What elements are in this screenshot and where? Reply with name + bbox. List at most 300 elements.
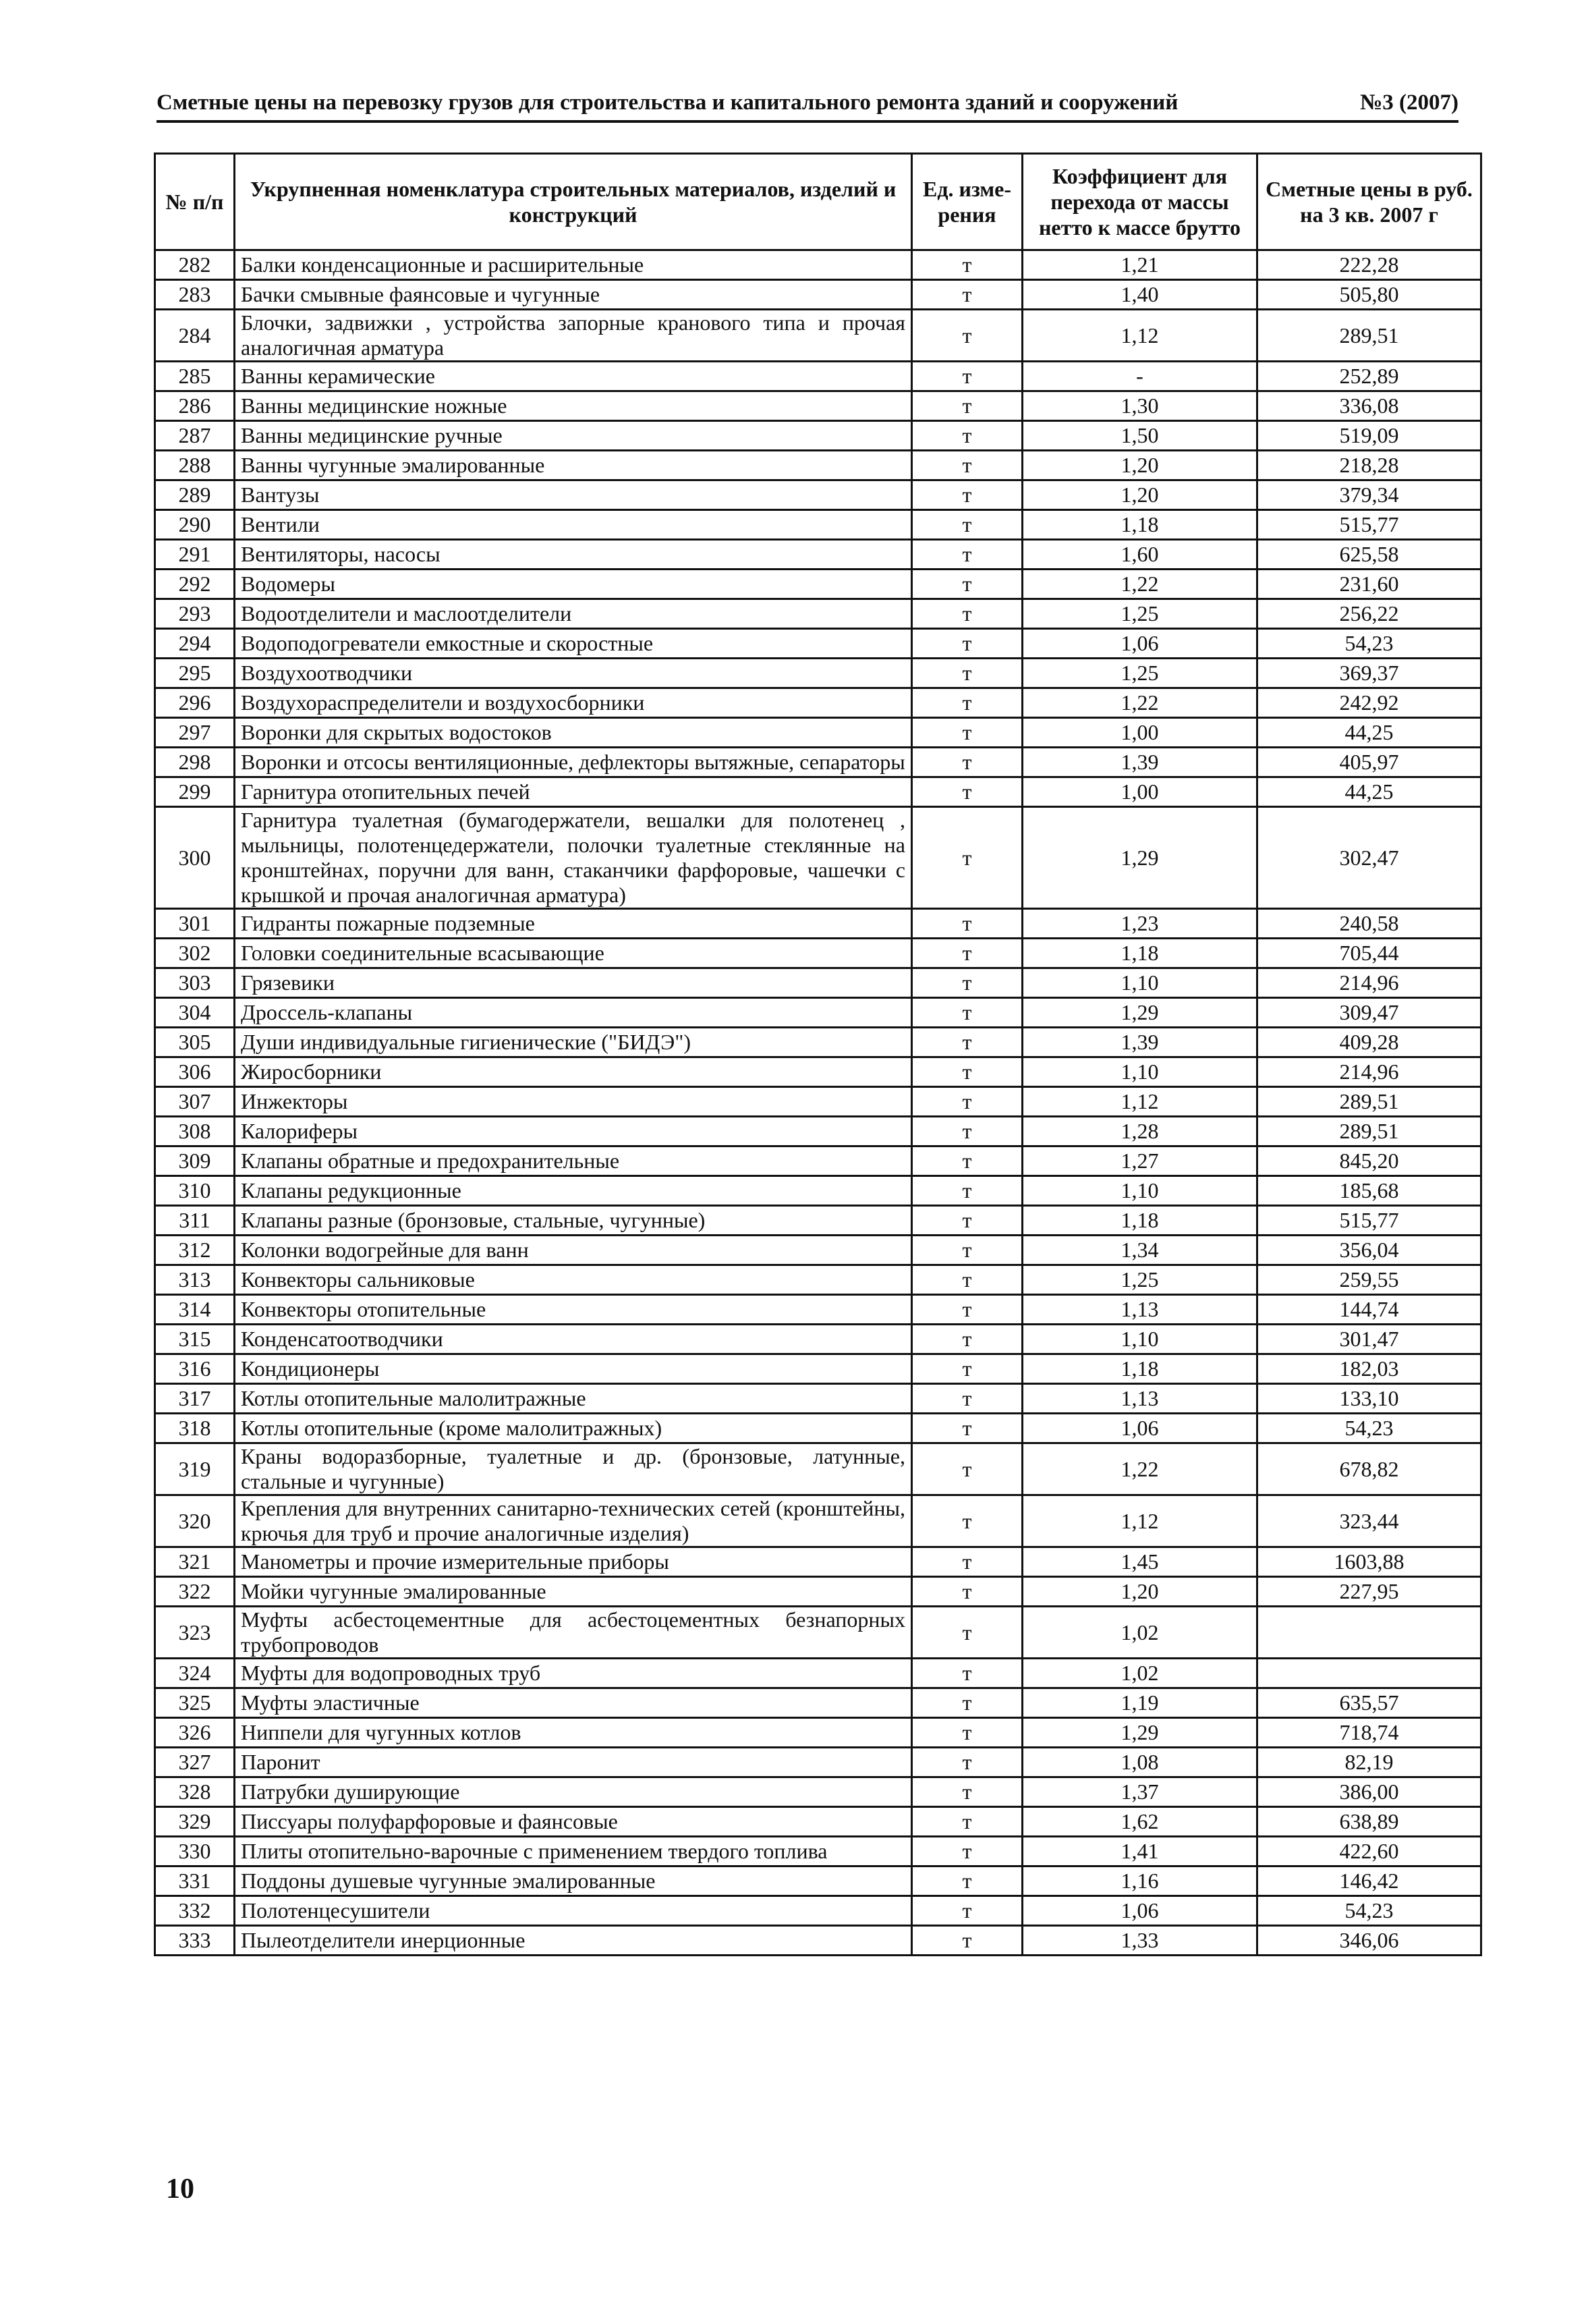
cell-name: Конденсатоотводчики [235,1325,912,1354]
cell-num: 287 [155,421,235,451]
cell-unit: т [912,629,1023,659]
column-header-num: № п/п [155,154,235,250]
table-row [155,1206,1481,1236]
cell-name: Пылеотделители инерционные [235,1926,912,1956]
cell-coef: 1,30 [1023,391,1257,421]
cell-num: 331 [155,1866,235,1896]
cell-price: 845,20 [1257,1146,1481,1176]
cell-coef: 1,45 [1023,1547,1257,1577]
cell-price: 625,58 [1257,540,1481,570]
table-row [155,1837,1481,1866]
cell-name: Ванны керамические [235,362,912,391]
table-row [155,1176,1481,1206]
cell-name: Котлы отопительные (кроме малолитражных) [235,1414,912,1443]
cell-unit: т [912,1087,1023,1117]
cell-unit: т [912,1866,1023,1896]
cell-price: 301,47 [1257,1325,1481,1354]
cell-coef: 1,22 [1023,570,1257,599]
cell-coef: 1,12 [1023,1495,1257,1547]
cell-coef: 1,18 [1023,1354,1257,1384]
cell-name: Муфты эластичные [235,1688,912,1718]
cell-price: 422,60 [1257,1837,1481,1866]
table-row [155,1777,1481,1807]
table-row [155,540,1481,570]
table-row [155,451,1481,480]
cell-coef: 1,39 [1023,748,1257,777]
cell-coef: 1,19 [1023,1688,1257,1718]
cell-price: 346,06 [1257,1926,1481,1956]
column-header-unit: Ед. изме-рения [912,154,1023,250]
cell-num: 320 [155,1495,235,1547]
cell-num: 329 [155,1807,235,1837]
cell-price: 256,22 [1257,599,1481,629]
table-row [155,310,1481,362]
cell-unit: т [912,939,1023,968]
cell-num: 333 [155,1926,235,1956]
table-row [155,570,1481,599]
table-row [155,1495,1481,1547]
cell-price: 302,47 [1257,807,1481,909]
cell-unit: т [912,1659,1023,1688]
cell-unit: т [912,250,1023,280]
cell-price: 146,42 [1257,1866,1481,1896]
cell-price: 386,00 [1257,1777,1481,1807]
cell-price: 242,92 [1257,688,1481,718]
price-table [154,153,1482,1956]
cell-name: Гарнитура отопительных печей [235,777,912,807]
table-row [155,391,1481,421]
cell-price: 214,96 [1257,968,1481,998]
cell-coef: 1,13 [1023,1384,1257,1414]
cell-coef: 1,23 [1023,909,1257,939]
cell-num: 302 [155,939,235,968]
cell-price: 405,97 [1257,748,1481,777]
cell-name: Балки конденсационные и расширительные [235,250,912,280]
cell-name: Манометры и прочие измерительные приборы [235,1547,912,1577]
table-row [155,748,1481,777]
cell-unit: т [912,1547,1023,1577]
cell-unit: т [912,1495,1023,1547]
cell-num: 300 [155,807,235,909]
table-row [155,1807,1481,1837]
cell-coef: 1,18 [1023,510,1257,540]
cell-unit: т [912,1206,1023,1236]
cell-price: 289,51 [1257,310,1481,362]
cell-price: 82,19 [1257,1748,1481,1777]
cell-num: 290 [155,510,235,540]
cell-coef: 1,18 [1023,939,1257,968]
cell-coef: 1,40 [1023,280,1257,310]
cell-coef: 1,06 [1023,1896,1257,1926]
cell-coef: 1,18 [1023,1206,1257,1236]
cell-num: 304 [155,998,235,1028]
cell-coef: 1,62 [1023,1807,1257,1837]
cell-unit: т [912,1384,1023,1414]
cell-coef: 1,06 [1023,629,1257,659]
cell-coef: 1,20 [1023,480,1257,510]
cell-coef: 1,21 [1023,250,1257,280]
cell-num: 327 [155,1748,235,1777]
cell-price: 1603,88 [1257,1547,1481,1577]
table-row [155,1028,1481,1057]
cell-price: 356,04 [1257,1236,1481,1265]
cell-name: Муфты асбестоцементные для асбестоцементных безнапорных трубопроводов [235,1607,912,1659]
cell-unit: т [912,451,1023,480]
table-row [155,909,1481,939]
page-header [157,89,1458,123]
cell-coef: 1,34 [1023,1236,1257,1265]
cell-unit: т [912,1265,1023,1295]
cell-unit: т [912,718,1023,748]
table-row [155,362,1481,391]
cell-coef: 1,22 [1023,688,1257,718]
table-row [155,968,1481,998]
cell-num: 323 [155,1607,235,1659]
cell-num: 298 [155,748,235,777]
table-row [155,599,1481,629]
cell-coef: 1,10 [1023,1325,1257,1354]
cell-unit: т [912,1325,1023,1354]
cell-coef: 1,33 [1023,1926,1257,1956]
cell-unit: т [912,1577,1023,1607]
cell-coef: 1,06 [1023,1414,1257,1443]
cell-num: 324 [155,1659,235,1688]
cell-unit: т [912,688,1023,718]
cell-coef: 1,29 [1023,998,1257,1028]
cell-coef: 1,29 [1023,807,1257,909]
cell-num: 286 [155,391,235,421]
cell-num: 315 [155,1325,235,1354]
cell-price: 44,25 [1257,777,1481,807]
cell-num: 303 [155,968,235,998]
cell-unit: т [912,1926,1023,1956]
table-row [155,1057,1481,1087]
cell-unit: т [912,1414,1023,1443]
cell-name: Водомеры [235,570,912,599]
cell-name: Калориферы [235,1117,912,1146]
cell-num: 328 [155,1777,235,1807]
cell-unit: т [912,599,1023,629]
cell-num: 294 [155,629,235,659]
cell-coef: 1,27 [1023,1146,1257,1176]
cell-coef: 1,28 [1023,1117,1257,1146]
cell-name: Воронки для скрытых водостоков [235,718,912,748]
cell-price: 638,89 [1257,1807,1481,1837]
cell-name: Муфты для водопроводных труб [235,1659,912,1688]
cell-num: 326 [155,1718,235,1748]
table-row [155,1443,1481,1495]
cell-name: Ванны медицинские ручные [235,421,912,451]
cell-num: 312 [155,1236,235,1265]
cell-unit: т [912,1176,1023,1206]
cell-name: Клапаны редукционные [235,1176,912,1206]
table-row [155,807,1481,909]
table-row [155,1926,1481,1956]
cell-price: 259,55 [1257,1265,1481,1295]
cell-num: 282 [155,250,235,280]
column-header-coef: Коэффициент для перехода от массы нетто к массе брутто [1023,154,1257,250]
cell-price: 369,37 [1257,659,1481,688]
cell-unit: т [912,1807,1023,1837]
table-row [155,777,1481,807]
cell-num: 297 [155,718,235,748]
column-header-price: Сметные цены в руб. на 3 кв. 2007 г [1257,154,1481,250]
cell-name: Ниппели для чугунных котлов [235,1718,912,1748]
cell-name: Дроссель-клапаны [235,998,912,1028]
column-header-name: Укрупненная номенклатура строительных материалов, изделий и конструкций [235,154,912,250]
cell-name: Крепления для внутренних санитарно-технических сетей (кронштейны, крючья для труб и прочие аналогичные изделия) [235,1495,912,1547]
cell-unit: т [912,280,1023,310]
table-row [155,1748,1481,1777]
cell-coef: 1,37 [1023,1777,1257,1807]
cell-unit: т [912,1607,1023,1659]
cell-coef: 1,10 [1023,1057,1257,1087]
table-row [155,1607,1481,1659]
table-row [155,510,1481,540]
cell-num: 305 [155,1028,235,1057]
cell-name: Мойки чугунные эмалированные [235,1577,912,1607]
cell-name: Конвекторы отопительные [235,1295,912,1325]
cell-price: 144,74 [1257,1295,1481,1325]
cell-name: Воздухоотводчики [235,659,912,688]
cell-name: Кондиционеры [235,1354,912,1384]
cell-name: Краны водоразборные, туалетные и др. (бронзовые, латунные, стальные и чугунные) [235,1443,912,1495]
price-table-wrapper [154,153,1482,1956]
cell-unit: т [912,968,1023,998]
table-row [155,1577,1481,1607]
cell-coef: 1,10 [1023,1176,1257,1206]
cell-price: 515,77 [1257,1206,1481,1236]
cell-price [1257,1607,1481,1659]
cell-name: Поддоны душевые чугунные эмалированные [235,1866,912,1896]
cell-coef: 1,16 [1023,1866,1257,1896]
cell-name: Воздухораспределители и воздухосборники [235,688,912,718]
cell-price: 44,25 [1257,718,1481,748]
cell-unit: т [912,1028,1023,1057]
cell-num: 313 [155,1265,235,1295]
table-row [155,1354,1481,1384]
cell-name: Воронки и отсосы вентиляционные, дефлекторы вытяжные, сепараторы [235,748,912,777]
cell-name: Колонки водогрейные для ванн [235,1236,912,1265]
cell-num: 325 [155,1688,235,1718]
cell-num: 317 [155,1384,235,1414]
table-row [155,1718,1481,1748]
cell-unit: т [912,1236,1023,1265]
cell-num: 316 [155,1354,235,1384]
cell-name: Инжекторы [235,1087,912,1117]
cell-price: 336,08 [1257,391,1481,421]
cell-coef: 1,00 [1023,777,1257,807]
cell-coef: 1,22 [1023,1443,1257,1495]
cell-coef: 1,20 [1023,451,1257,480]
cell-price: 133,10 [1257,1384,1481,1414]
table-row [155,1384,1481,1414]
cell-price: 54,23 [1257,1414,1481,1443]
cell-name: Ванны чугунные эмалированные [235,451,912,480]
cell-coef: 1,25 [1023,659,1257,688]
cell-coef: 1,29 [1023,1718,1257,1748]
cell-name: Вантузы [235,480,912,510]
cell-name: Писсуары полуфарфоровые и фаянсовые [235,1807,912,1837]
cell-name: Паронит [235,1748,912,1777]
cell-price: 379,34 [1257,480,1481,510]
cell-unit: т [912,510,1023,540]
cell-unit: т [912,748,1023,777]
cell-name: Водоотделители и маслоотделители [235,599,912,629]
cell-unit: т [912,1837,1023,1866]
page-number: 10 [166,2174,194,2205]
cell-num: 284 [155,310,235,362]
cell-unit: т [912,421,1023,451]
table-header-row [155,154,1481,250]
cell-name: Жиросборники [235,1057,912,1087]
cell-coef: 1,10 [1023,968,1257,998]
issue-number: №3 (2007) [1360,90,1458,115]
cell-unit: т [912,391,1023,421]
document-title: Сметные цены на перевозку грузов для строительства и капитального ремонта зданий и сооружений [157,90,1179,115]
cell-price: 182,03 [1257,1354,1481,1384]
cell-name: Бачки смывные фаянсовые и чугунные [235,280,912,310]
cell-name: Котлы отопительные малолитражные [235,1384,912,1414]
cell-num: 292 [155,570,235,599]
cell-unit: т [912,659,1023,688]
cell-price: 231,60 [1257,570,1481,599]
cell-num: 283 [155,280,235,310]
cell-num: 285 [155,362,235,391]
cell-num: 310 [155,1176,235,1206]
cell-num: 289 [155,480,235,510]
cell-unit: т [912,1443,1023,1495]
table-row [155,1547,1481,1577]
table-row [155,659,1481,688]
cell-num: 301 [155,909,235,939]
cell-price: 718,74 [1257,1718,1481,1748]
cell-unit: т [912,1117,1023,1146]
table-row [155,1117,1481,1146]
cell-name: Головки соединительные всасывающие [235,939,912,968]
cell-coef: 1,39 [1023,1028,1257,1057]
cell-unit: т [912,1718,1023,1748]
cell-unit: т [912,1057,1023,1087]
table-row [155,1236,1481,1265]
table-row [155,629,1481,659]
table-row [155,998,1481,1028]
cell-unit: т [912,310,1023,362]
cell-num: 330 [155,1837,235,1866]
cell-price: 323,44 [1257,1495,1481,1547]
cell-price: 218,28 [1257,451,1481,480]
cell-name: Полотенцесушители [235,1896,912,1926]
cell-name: Ванны медицинские ножные [235,391,912,421]
cell-price: 505,80 [1257,280,1481,310]
cell-price: 54,23 [1257,1896,1481,1926]
cell-price: 309,47 [1257,998,1481,1028]
cell-name: Патрубки душирующие [235,1777,912,1807]
cell-coef: 1,02 [1023,1607,1257,1659]
table-row [155,1688,1481,1718]
table-row [155,1414,1481,1443]
cell-unit: т [912,1354,1023,1384]
cell-coef: - [1023,362,1257,391]
cell-unit: т [912,1748,1023,1777]
cell-unit: т [912,362,1023,391]
cell-name: Гарнитура туалетная (бумагодержатели, вешалки для полотенец , мыльницы, полотенцедержатели, полочки туалетные стеклянные на кронштейнах, поручни для ванн, стаканчики фарфоровые, чашечки с крышкой и прочая аналогичная арматура) [235,807,912,909]
cell-unit: т [912,1295,1023,1325]
cell-num: 321 [155,1547,235,1577]
cell-name: Конвекторы сальниковые [235,1265,912,1295]
table-row [155,939,1481,968]
cell-num: 314 [155,1295,235,1325]
cell-name: Грязевики [235,968,912,998]
cell-coef: 1,60 [1023,540,1257,570]
table-row [155,280,1481,310]
cell-price: 705,44 [1257,939,1481,968]
cell-unit: т [912,1146,1023,1176]
cell-unit: т [912,570,1023,599]
cell-price: 289,51 [1257,1087,1481,1117]
cell-coef: 1,00 [1023,718,1257,748]
cell-num: 318 [155,1414,235,1443]
cell-num: 309 [155,1146,235,1176]
cell-num: 299 [155,777,235,807]
cell-price: 214,96 [1257,1057,1481,1087]
table-row [155,421,1481,451]
cell-unit: т [912,1777,1023,1807]
table-row [155,1265,1481,1295]
cell-price: 635,57 [1257,1688,1481,1718]
cell-num: 306 [155,1057,235,1087]
cell-unit: т [912,1688,1023,1718]
cell-num: 307 [155,1087,235,1117]
cell-name: Водоподогреватели емкостные и скоростные [235,629,912,659]
table-row [155,1087,1481,1117]
table-row [155,718,1481,748]
cell-coef: 1,20 [1023,1577,1257,1607]
cell-num: 308 [155,1117,235,1146]
cell-name: Вентили [235,510,912,540]
cell-name: Души индивидуальные гигиенические ("БИДЭ") [235,1028,912,1057]
cell-name: Плиты отопительно-варочные с применением твердого топлива [235,1837,912,1866]
cell-num: 332 [155,1896,235,1926]
cell-name: Клапаны обратные и предохранительные [235,1146,912,1176]
cell-num: 311 [155,1206,235,1236]
table-row [155,250,1481,280]
cell-unit: т [912,777,1023,807]
cell-unit: т [912,807,1023,909]
cell-price: 678,82 [1257,1443,1481,1495]
table-row [155,1896,1481,1926]
cell-num: 296 [155,688,235,718]
cell-unit: т [912,480,1023,510]
cell-coef: 1,41 [1023,1837,1257,1866]
cell-num: 288 [155,451,235,480]
cell-coef: 1,12 [1023,1087,1257,1117]
table-row [155,1866,1481,1896]
table-row [155,688,1481,718]
cell-num: 295 [155,659,235,688]
cell-name: Вентиляторы, насосы [235,540,912,570]
cell-coef: 1,02 [1023,1659,1257,1688]
cell-coef: 1,13 [1023,1295,1257,1325]
cell-price: 289,51 [1257,1117,1481,1146]
cell-unit: т [912,540,1023,570]
table-row [155,1325,1481,1354]
table-row [155,480,1481,510]
cell-price [1257,1659,1481,1688]
cell-coef: 1,50 [1023,421,1257,451]
cell-price: 222,28 [1257,250,1481,280]
table-row [155,1146,1481,1176]
